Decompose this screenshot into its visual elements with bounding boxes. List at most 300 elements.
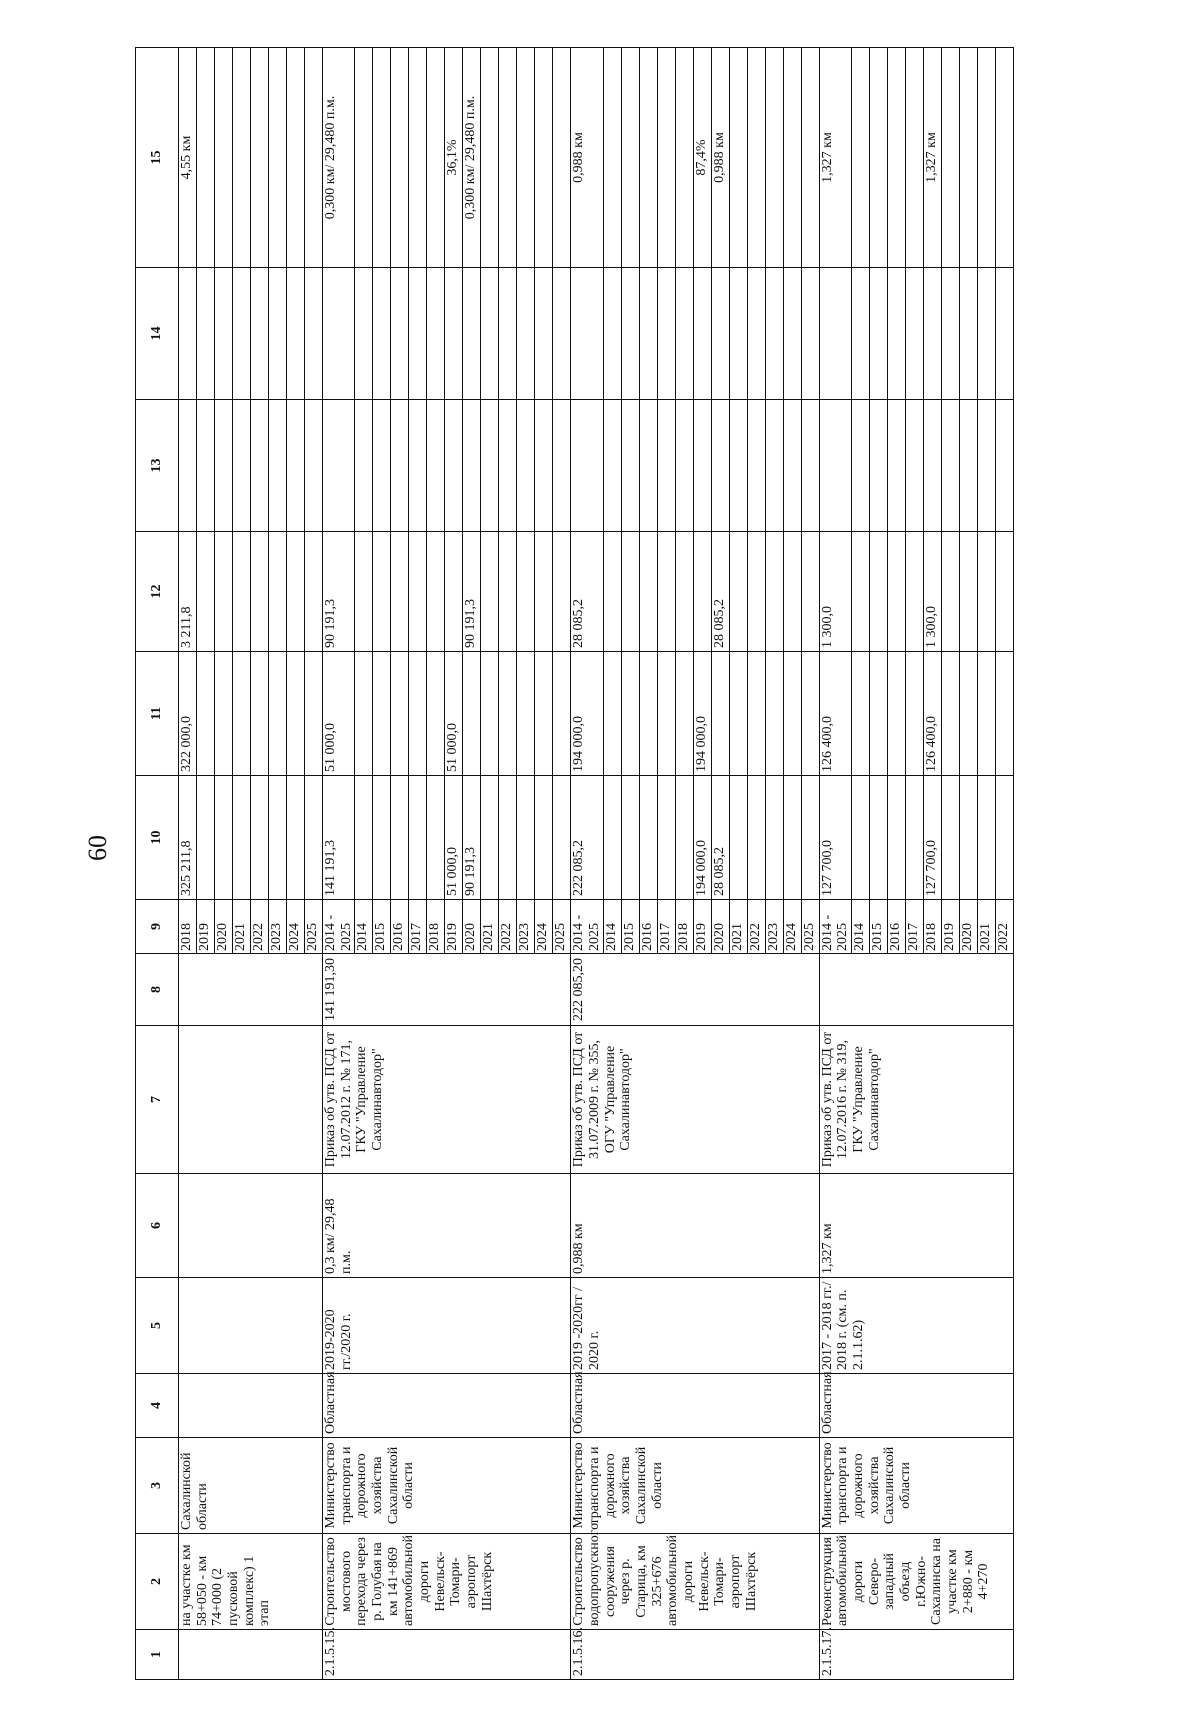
federal-cell: 322 000,0 — [179, 652, 197, 776]
empty-cell — [179, 954, 323, 1026]
federal-cell — [852, 652, 870, 776]
regional-cell — [906, 532, 924, 652]
year-cell: 2017 — [906, 900, 924, 954]
year-cell: 2025 — [553, 900, 571, 954]
local-cell — [287, 400, 305, 532]
result-cell: 4,55 км — [179, 48, 197, 268]
regional-cell — [693, 532, 711, 652]
total-cell — [499, 776, 517, 900]
column-header: 9 — [136, 900, 179, 954]
result-cell — [517, 48, 535, 268]
federal-cell — [197, 652, 215, 776]
other-cell — [801, 268, 819, 400]
local-cell — [693, 400, 711, 532]
other-cell — [355, 268, 373, 400]
period-cell: 2019 -2020гг / 2020 г. — [571, 1278, 819, 1374]
local-cell — [535, 400, 553, 532]
regional-cell — [481, 532, 499, 652]
regional-cell — [978, 532, 996, 652]
federal-cell — [603, 652, 621, 776]
federal-cell — [783, 652, 801, 776]
other-cell — [535, 268, 553, 400]
result-cell — [391, 48, 409, 268]
column-header: 10 — [136, 776, 179, 900]
year-cell: 2020 — [711, 900, 729, 954]
regional-cell — [783, 532, 801, 652]
regional-cell: 90 191,3 — [323, 532, 355, 652]
total-cell — [269, 776, 287, 900]
year-cell: 2015 — [373, 900, 391, 954]
total-cell — [287, 776, 305, 900]
regional-cell — [603, 532, 621, 652]
other-cell — [553, 268, 571, 400]
year-cell: 2017 — [409, 900, 427, 954]
regional-cell — [409, 532, 427, 652]
total-cell: 127 700,0 — [819, 776, 851, 900]
regional-cell — [499, 532, 517, 652]
total-cell: 51 000,0 — [445, 776, 463, 900]
federal-cell — [942, 652, 960, 776]
local-cell — [747, 400, 765, 532]
year-cell: 2015 — [870, 900, 888, 954]
local-cell — [553, 400, 571, 532]
other-cell — [179, 268, 197, 400]
object-name-cell: Реконструкция автомобильной дороги Северо-западный объезд г.Южно-Сахалинска на участке км 2+880 - км 4+270 — [819, 1534, 1013, 1630]
result-cell — [215, 48, 233, 268]
result-cell — [287, 48, 305, 268]
local-cell — [888, 400, 906, 532]
federal-cell — [801, 652, 819, 776]
result-cell — [852, 48, 870, 268]
year-cell: 2016 — [888, 900, 906, 954]
local-cell — [179, 400, 197, 532]
year-cell: 2014 - 2025 — [571, 900, 603, 954]
other-cell — [765, 268, 783, 400]
result-cell — [197, 48, 215, 268]
result-cell: 0,988 км — [571, 48, 603, 268]
regional-cell — [852, 532, 870, 652]
federal-cell — [517, 652, 535, 776]
regional-cell — [251, 532, 269, 652]
year-cell: 2019 — [445, 900, 463, 954]
regional-cell — [373, 532, 391, 652]
empty-cell — [179, 1278, 323, 1374]
document-cell: Приказ об утв. ПСД от 12.07.2016 г. № 319, ГКУ "Управление Сахалинавтодор" — [819, 1026, 1013, 1174]
federal-cell — [621, 652, 639, 776]
column-header: 11 — [136, 652, 179, 776]
other-cell — [481, 268, 499, 400]
local-cell — [852, 400, 870, 532]
total-cell — [391, 776, 409, 900]
year-cell: 2018 — [924, 900, 942, 954]
total-cell — [942, 776, 960, 900]
local-cell — [197, 400, 215, 532]
empty-cell — [179, 1174, 323, 1278]
header-row — [136, 48, 179, 1680]
year-cell: 2024 — [535, 900, 553, 954]
year-cell: 2020 — [215, 900, 233, 954]
regional-cell — [765, 532, 783, 652]
object-code-cell — [179, 1630, 323, 1680]
capacity-cell: 0,988 км — [571, 1174, 819, 1278]
local-cell — [233, 400, 251, 532]
regional-cell — [639, 532, 657, 652]
other-cell — [517, 268, 535, 400]
regional-cell: 3 211,8 — [179, 532, 197, 652]
other-cell — [409, 268, 427, 400]
federal-cell: 126 400,0 — [924, 652, 942, 776]
other-cell — [783, 268, 801, 400]
object-code-cell: 2.1.5.16. — [571, 1630, 819, 1680]
result-cell — [870, 48, 888, 268]
local-cell — [942, 400, 960, 532]
other-cell — [747, 268, 765, 400]
result-cell: 0,988 км — [711, 48, 729, 268]
local-cell — [675, 400, 693, 532]
year-cell: 2018 — [675, 900, 693, 954]
customer-cell: Министерство транспорта и дорожного хозяйства Сахалинской области — [571, 1438, 819, 1534]
other-cell — [942, 268, 960, 400]
regional-cell: 28 085,2 — [571, 532, 603, 652]
federal-cell — [553, 652, 571, 776]
total-cell — [765, 776, 783, 900]
local-cell — [427, 400, 445, 532]
local-cell — [711, 400, 729, 532]
customer-cell: Сахалинской области — [179, 1438, 323, 1534]
result-cell — [978, 48, 996, 268]
federal-cell — [251, 652, 269, 776]
regional-cell — [305, 532, 323, 652]
result-cell — [269, 48, 287, 268]
total-cell — [978, 776, 996, 900]
result-cell — [675, 48, 693, 268]
local-cell — [819, 400, 851, 532]
total-cell — [373, 776, 391, 900]
local-cell — [463, 400, 481, 532]
column-header: 12 — [136, 532, 179, 652]
year-cell: 2014 — [852, 900, 870, 954]
federal-cell — [463, 652, 481, 776]
regional-cell — [747, 532, 765, 652]
local-cell — [801, 400, 819, 532]
result-cell — [305, 48, 323, 268]
federal-cell — [711, 652, 729, 776]
other-cell — [269, 268, 287, 400]
result-cell — [373, 48, 391, 268]
result-cell: 36,1% — [445, 48, 463, 268]
year-cell: 2018 — [179, 900, 197, 954]
column-header: 3 — [136, 1438, 179, 1534]
regional-cell: 90 191,3 — [463, 532, 481, 652]
result-cell: 87,4% — [693, 48, 711, 268]
federal-cell — [765, 652, 783, 776]
federal-cell — [747, 652, 765, 776]
result-cell — [603, 48, 621, 268]
total-cell — [553, 776, 571, 900]
federal-cell — [233, 652, 251, 776]
other-cell — [924, 268, 942, 400]
result-cell — [499, 48, 517, 268]
federal-cell — [305, 652, 323, 776]
year-cell: 2014 — [603, 900, 621, 954]
year-cell: 2016 — [639, 900, 657, 954]
regional-cell — [888, 532, 906, 652]
local-cell — [269, 400, 287, 532]
local-cell — [445, 400, 463, 532]
year-cell: 2021 — [978, 900, 996, 954]
level-cell: Областная — [571, 1374, 819, 1438]
local-cell — [373, 400, 391, 532]
document-cell: Приказ об утв. ПСД от 31.07.2009 г. № 355, ОГУ "Управление Сахалинавтодор" — [571, 1026, 819, 1174]
local-cell — [355, 400, 373, 532]
regional-cell — [621, 532, 639, 652]
local-cell — [765, 400, 783, 532]
result-cell: 0,300 км/ 29,480 п.м. — [323, 48, 355, 268]
local-cell — [603, 400, 621, 532]
other-cell — [711, 268, 729, 400]
local-cell — [571, 400, 603, 532]
object-code-cell: 2.1.5.17. — [819, 1630, 1013, 1680]
federal-cell — [888, 652, 906, 776]
federal-cell — [996, 652, 1014, 776]
other-cell — [463, 268, 481, 400]
other-cell — [197, 268, 215, 400]
total-cell — [729, 776, 747, 900]
federal-cell — [960, 652, 978, 776]
total-cell — [960, 776, 978, 900]
federal-cell — [373, 652, 391, 776]
regional-cell — [233, 532, 251, 652]
total-cell — [427, 776, 445, 900]
empty-cell — [179, 1374, 323, 1438]
year-cell: 2018 — [427, 900, 445, 954]
total-cell — [621, 776, 639, 900]
result-cell — [747, 48, 765, 268]
year-cell: 2015 — [621, 900, 639, 954]
result-cell — [639, 48, 657, 268]
local-cell — [391, 400, 409, 532]
federal-cell — [481, 652, 499, 776]
federal-cell — [729, 652, 747, 776]
other-cell — [729, 268, 747, 400]
capacity-cell: 1,327 км — [819, 1174, 1013, 1278]
year-cell: 2017 — [657, 900, 675, 954]
other-cell — [215, 268, 233, 400]
other-cell — [852, 268, 870, 400]
total-cell: 90 191,3 — [463, 776, 481, 900]
other-cell — [571, 268, 603, 400]
federal-cell: 126 400,0 — [819, 652, 851, 776]
other-cell — [287, 268, 305, 400]
result-cell — [251, 48, 269, 268]
cost-cell: 222 085,20 — [571, 954, 819, 1026]
other-cell — [305, 268, 323, 400]
other-cell — [323, 268, 355, 400]
other-cell — [499, 268, 517, 400]
period-cell: 2019-2020 гг./2020 г. — [323, 1278, 571, 1374]
regional-cell — [801, 532, 819, 652]
object-name-cell: на участке км 58+050 - км 74+000 (2 пусковой комплекс) 1 этап — [179, 1534, 323, 1630]
total-cell — [996, 776, 1014, 900]
local-cell — [729, 400, 747, 532]
local-cell — [978, 400, 996, 532]
capacity-cell: 0,3 км/ 29,48 п.м. — [323, 1174, 571, 1278]
total-cell — [603, 776, 621, 900]
regional-cell — [215, 532, 233, 652]
result-cell — [621, 48, 639, 268]
other-cell — [657, 268, 675, 400]
local-cell — [517, 400, 535, 532]
result-cell — [481, 48, 499, 268]
other-cell — [693, 268, 711, 400]
year-cell: 2016 — [391, 900, 409, 954]
regional-cell: 1 300,0 — [819, 532, 851, 652]
year-cell: 2024 — [287, 900, 305, 954]
table-row — [323, 48, 355, 1680]
result-cell — [657, 48, 675, 268]
federal-cell — [657, 652, 675, 776]
year-cell: 2025 — [305, 900, 323, 954]
year-cell: 2014 — [355, 900, 373, 954]
year-cell: 2021 — [729, 900, 747, 954]
regional-cell — [675, 532, 693, 652]
total-cell — [251, 776, 269, 900]
regional-cell — [427, 532, 445, 652]
year-cell: 2024 — [783, 900, 801, 954]
local-cell — [251, 400, 269, 532]
year-cell: 2025 — [801, 900, 819, 954]
year-cell: 2019 — [197, 900, 215, 954]
result-cell — [888, 48, 906, 268]
regional-cell — [729, 532, 747, 652]
regional-cell — [657, 532, 675, 652]
object-code-cell: 2.1.5.15. — [323, 1630, 571, 1680]
empty-cell — [179, 1026, 323, 1174]
total-cell — [535, 776, 553, 900]
column-header: 6 — [136, 1174, 179, 1278]
result-cell — [535, 48, 553, 268]
regional-cell — [445, 532, 463, 652]
column-header: 8 — [136, 954, 179, 1026]
result-cell: 1,327 км — [924, 48, 942, 268]
federal-cell — [675, 652, 693, 776]
column-header: 14 — [136, 268, 179, 400]
federal-cell — [409, 652, 427, 776]
local-cell — [906, 400, 924, 532]
federal-cell: 194 000,0 — [571, 652, 603, 776]
other-cell — [427, 268, 445, 400]
local-cell — [323, 400, 355, 532]
result-cell — [765, 48, 783, 268]
cost-cell: 141 191,30 — [323, 954, 571, 1026]
regional-cell — [355, 532, 373, 652]
federal-cell — [391, 652, 409, 776]
result-cell — [409, 48, 427, 268]
other-cell — [675, 268, 693, 400]
regional-cell — [197, 532, 215, 652]
total-cell — [197, 776, 215, 900]
other-cell — [870, 268, 888, 400]
other-cell — [373, 268, 391, 400]
year-cell: 2014 - 2025 — [819, 900, 851, 954]
column-header: 1 — [136, 1630, 179, 1680]
total-cell: 141 191,3 — [323, 776, 355, 900]
total-cell — [675, 776, 693, 900]
local-cell — [960, 400, 978, 532]
other-cell — [603, 268, 621, 400]
regional-cell — [287, 532, 305, 652]
construction-program-table — [135, 47, 1014, 1680]
year-cell: 2023 — [517, 900, 535, 954]
table-row — [179, 48, 197, 1680]
total-cell: 222 085,2 — [571, 776, 603, 900]
total-cell — [657, 776, 675, 900]
regional-cell — [535, 532, 553, 652]
federal-cell: 51 000,0 — [323, 652, 355, 776]
result-cell — [960, 48, 978, 268]
year-cell: 2020 — [960, 900, 978, 954]
year-cell: 2019 — [693, 900, 711, 954]
total-cell — [409, 776, 427, 900]
year-cell: 2019 — [942, 900, 960, 954]
year-cell: 2021 — [233, 900, 251, 954]
other-cell — [888, 268, 906, 400]
table-body — [179, 48, 1014, 1680]
year-cell: 2021 — [481, 900, 499, 954]
column-header: 13 — [136, 400, 179, 532]
result-cell — [906, 48, 924, 268]
year-cell: 2022 — [996, 900, 1014, 954]
total-cell: 28 085,2 — [711, 776, 729, 900]
result-cell — [801, 48, 819, 268]
regional-cell: 1 300,0 — [924, 532, 942, 652]
year-cell: 2020 — [463, 900, 481, 954]
total-cell — [906, 776, 924, 900]
level-cell: Областная — [323, 1374, 571, 1438]
total-cell — [852, 776, 870, 900]
regional-cell: 28 085,2 — [711, 532, 729, 652]
other-cell — [445, 268, 463, 400]
other-cell — [391, 268, 409, 400]
total-cell — [355, 776, 373, 900]
column-header: 7 — [136, 1026, 179, 1174]
result-cell: 0,300 км/ 29,480 п.м. — [463, 48, 481, 268]
federal-cell — [427, 652, 445, 776]
federal-cell — [355, 652, 373, 776]
column-header: 15 — [136, 48, 179, 268]
result-cell — [553, 48, 571, 268]
federal-cell — [535, 652, 553, 776]
column-header: 4 — [136, 1374, 179, 1438]
regional-cell — [391, 532, 409, 652]
total-cell — [747, 776, 765, 900]
total-cell — [783, 776, 801, 900]
regional-cell — [996, 532, 1014, 652]
federal-cell — [499, 652, 517, 776]
year-cell: 2023 — [765, 900, 783, 954]
column-header: 5 — [136, 1278, 179, 1374]
regional-cell — [870, 532, 888, 652]
other-cell — [639, 268, 657, 400]
table-row — [819, 48, 851, 1680]
local-cell — [783, 400, 801, 532]
other-cell — [960, 268, 978, 400]
customer-cell: Министерство транспорта и дорожного хозяйства Сахалинской области — [323, 1438, 571, 1534]
other-cell — [906, 268, 924, 400]
other-cell — [251, 268, 269, 400]
federal-cell — [639, 652, 657, 776]
regional-cell — [517, 532, 535, 652]
